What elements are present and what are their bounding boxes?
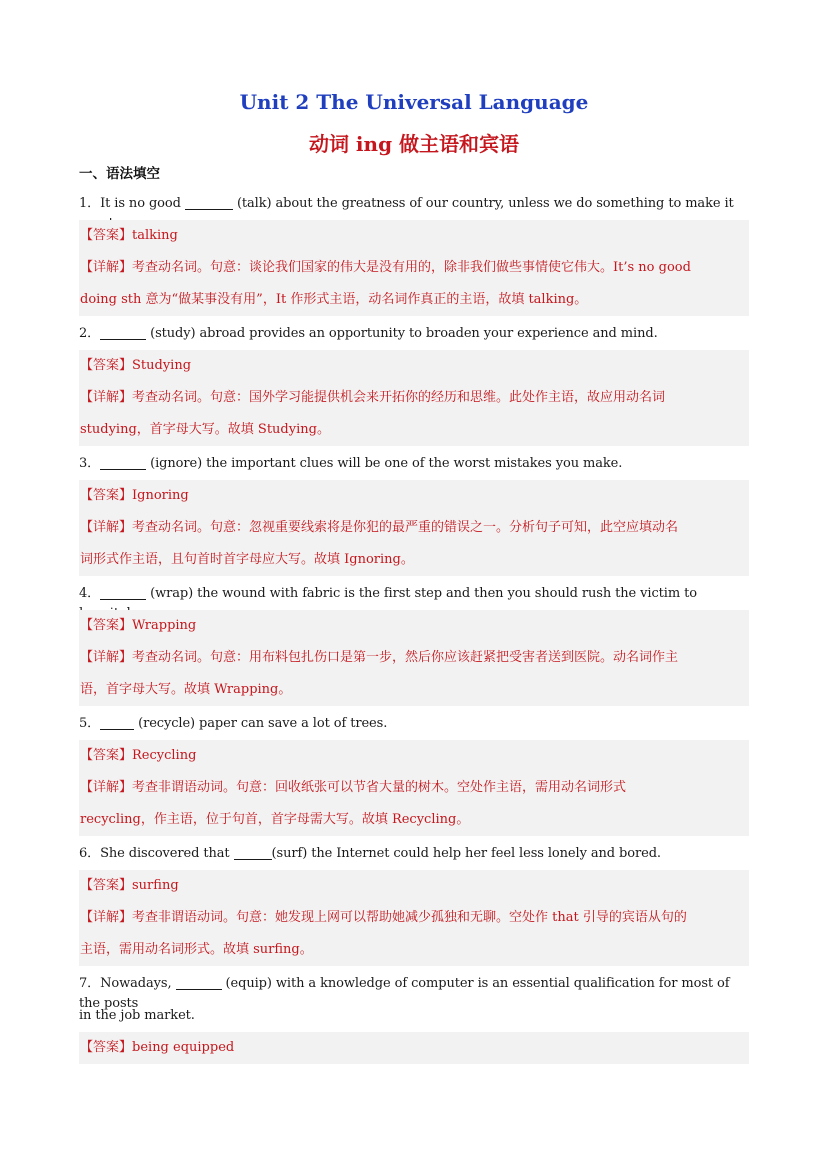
question-4: 4． (wrap) the wound with fabric is the first step and then you should rush the victim to: [79, 586, 697, 601]
answer-text: Ignoring: [132, 488, 189, 503]
title-chinese: 动词 ing 做主语和宾语: [308, 132, 520, 156]
detail-text: studying，首字母大写。故填 Studying。: [80, 422, 330, 437]
answer-blank: [100, 715, 134, 730]
answer-text: Studying: [132, 358, 192, 373]
detail-text: 考查动名词。句意：忽视重要线索将是你犯的最严重的错误之一。分析句子可知，此空应填动名: [132, 520, 679, 535]
title-english: Unit 2 The Universal Language: [239, 90, 589, 114]
detail-text: 考查动名词。句意：国外学习能提供机会来开拓你的经历和思维。此处作主语，故应用动名词: [132, 390, 666, 405]
detail-text: recycling，作主语，位于句首，首字母需大写。故填 Recycling。: [80, 812, 470, 827]
answer-text: Wrapping: [132, 618, 197, 633]
question-7-continued: in the job market.: [79, 1008, 195, 1023]
detail-text: 词形式作主语，且句首时首字母应大写。故填 Ignoring。: [80, 552, 414, 567]
question-5: 5． (recycle) paper can save a lot of trees.: [79, 716, 388, 731]
answer-blank: [234, 845, 272, 860]
answer-block-3: 【答案】Ignoring 【详解】考查动名词。句意：忽视重要线索将是你犯的最严重的错误之一。分析句子可知，此空应填动名 词形式作主语，且句首时首字母应大写。故填 Ignoring。: [79, 480, 749, 576]
question-2: 2． (study) abroad provides an opportunity to broaden your experience and mind.: [79, 326, 658, 341]
answer-blank: [100, 455, 146, 470]
answer-text: being equipped: [132, 1040, 235, 1055]
answer-block-5: 【答案】Recycling 【详解】考查非谓语动词。句意：回收纸张可以节省大量的树木。空处作主语，需用动名词形式 recycling，作主语，位于句首，首字母需大写。故填 Recycling。: [79, 740, 749, 836]
question-1: 1．It is no good (talk) about the greatness of our country, unless we do something to make it: [79, 196, 734, 211]
detail-text: 考查非谓语动词。句意：她发现上网可以帮助她减少孤独和无聊。空处作 that 引导的宾语从句的: [132, 910, 687, 925]
answer-text: Recycling: [132, 748, 197, 763]
detail-text: 考查动名词。句意：谈论我们国家的伟大是没有用的，除非我们做些事情使它伟大。It’s no good: [132, 260, 691, 275]
detail-text: 主语，需用动名词形式。故填 surfing。: [80, 942, 313, 957]
answer-block-4: 【答案】Wrapping 【详解】考查动名词。句意：用布料包扎伤口是第一步，然后你应该赶紧把受害者送到医院。动名词作主 语，首字母大写。故填 Wrapping。: [79, 610, 749, 706]
question-7: 7．Nowadays, (equip) with a knowledge of computer is an essential qualification for most of the posts: [79, 976, 730, 1011]
answer-blank: [100, 585, 146, 600]
detail-text: 考查非谓语动词。句意：回收纸张可以节省大量的树木。空处作主语，需用动名词形式: [132, 780, 627, 795]
detail-text: 考查动名词。句意：用布料包扎伤口是第一步，然后你应该赶紧把受害者送到医院。动名词作主: [132, 650, 679, 665]
detail-text: 语，首字母大写。故填 Wrapping。: [80, 682, 292, 697]
answer-block-7: 【答案】being equipped: [79, 1032, 749, 1064]
answer-block-1: 【答案】talking 【详解】考查动名词。句意：谈论我们国家的伟大是没有用的，除非我们做些事情使它伟大。It’s no good doing sth 意为“做某事没有用”，It 作形式主语，动名词作真正的主语，故填 talking。: [79, 220, 749, 316]
detail-text: doing sth 意为“做某事没有用”，It 作形式主语，动名词作真正的主语，故填 talking。: [80, 292, 588, 307]
answer-block-2: 【答案】Studying 【详解】考查动名词。句意：国外学习能提供机会来开拓你的经历和思维。此处作主语，故应用动名词 studying，首字母大写。故填 Studying。: [79, 350, 749, 446]
answer-blank: [176, 975, 222, 990]
answer-blank: [100, 325, 146, 340]
answer-block-6: 【答案】surfing 【详解】考查非谓语动词。句意：她发现上网可以帮助她减少孤独和无聊。空处作 that 引导的宾语从句的 主语，需用动名词形式。故填 surfing。: [79, 870, 749, 966]
answer-text: surfing: [132, 878, 179, 893]
section-heading: 一、语法填空: [79, 166, 160, 182]
answer-blank: [185, 195, 233, 210]
answer-text: talking: [132, 228, 178, 243]
question-3: 3． (ignore) the important clues will be one of the worst mistakes you make.: [79, 456, 623, 471]
question-6: 6．She discovered that (surf) the Internet could help her feel less lonely and bored.: [79, 846, 661, 861]
